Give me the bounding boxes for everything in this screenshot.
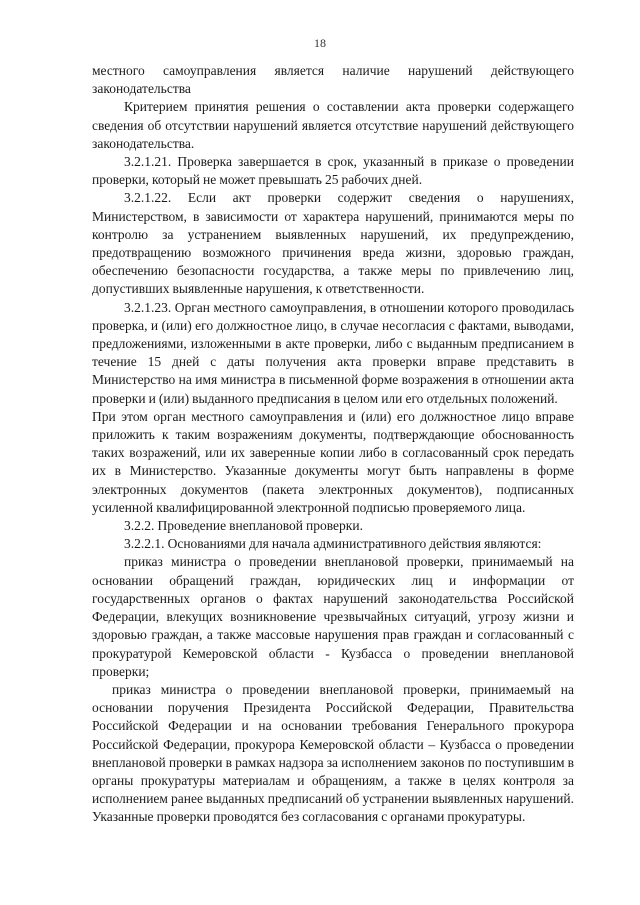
paragraph-3-2-1-22: 3.2.1.22. Если акт проверки содержит сведения о нарушениях, Министерством, в зависимости от характера нарушений, принимаются меры по контролю за устранением выявленных нарушений, их предупреждению, предотвращению возможного причинения вреда жизни, здоровью граждан, обеспечению безопасности государства, а также меры по привлечению лиц, допустивших выявленные нарушения, к ответственности. [92, 190, 574, 297]
paragraph-3-2-2-heading: 3.2.2. Проведение внеплановой проверки. [124, 518, 363, 534]
paragraph-criterion: Критерием принятия решения о составлении акта проверки содержащего сведения об отсутствии нарушений является отсутствие нарушений действующего законодательства. [92, 99, 574, 151]
page-number: 18 [314, 36, 326, 50]
paragraph-order-citizen-appeals: приказ министра о проведении внеплановой проверки, принимаемый на основании обращений граждан, юридических лиц и информации от государственных органов о фактах нарушений законодательства Российской Федерации, влекущих возникновение чрезвычайных ситуаций, угрозу жизни и здоровью граждан, а также массовые нарушения прав граждан и согласованный с прокуратурой Кемеровской области - Кузбасса о проведении внеплановой проверки; [92, 554, 574, 679]
paragraph-3-2-1-23: 3.2.1.23. Орган местного самоуправления, в отношении которого проводилась проверка, и (или) его должностное лицо, в случае несогласия с фактами, выводами, предложениями, изложенными в акте проверки, либо с выданным предписанием в течение 15 дней с даты получения акта проверки вправе представить в Министерство на имя министра в письменной форме возражения в отношении акта проверки и (или) выданного предписания в целом или его отдельных положений. [92, 299, 574, 406]
paragraph-3-2-2-1: 3.2.2.1. Основаниями для начала административного действия являются: [124, 536, 542, 552]
paragraph-order-president-instruction: приказ министра о проведении внеплановой проверки, принимаемый на основании поручения Президента Российской Федерации, Правительства Российской Федерации и на основании требования Генерального прокурора Российской Федерации, прокурора Кемеровской области – Кузбасса о проведении внеплановой проверки в рамках надзора за исполнением законов по поступившим в органы прокуратуры материалам и обращениям, а также в целях контроля за исполнением ранее выданных предписаний об устранении выявленных нарушений. Указанные проверки проводятся без согласования с органами прокуратуры. [92, 681, 574, 825]
paragraph-continuation: местного самоуправления является наличие нарушений действующего законодательства [92, 63, 574, 97]
paragraph-3-2-1-21: 3.2.1.21. Проверка завершается в срок, указанный в приказе о проведении проверки, который не может превышать 25 рабочих дней. [92, 154, 574, 188]
paragraph-objections-documents: При этом орган местного самоуправления и (или) его должностное лицо вправе приложить к таким возражениям документы, подтверждающие обоснованность таких возражений, или их заверенные копии либо в согласованный срок передать их в Министерство. Указанные документы могут быть направлены в форме электронных документов (пакета электронных документов), подписанных усиленной квалифицированной электронной подписью проверяемого лица. [92, 408, 574, 515]
document-body [92, 62, 574, 827]
